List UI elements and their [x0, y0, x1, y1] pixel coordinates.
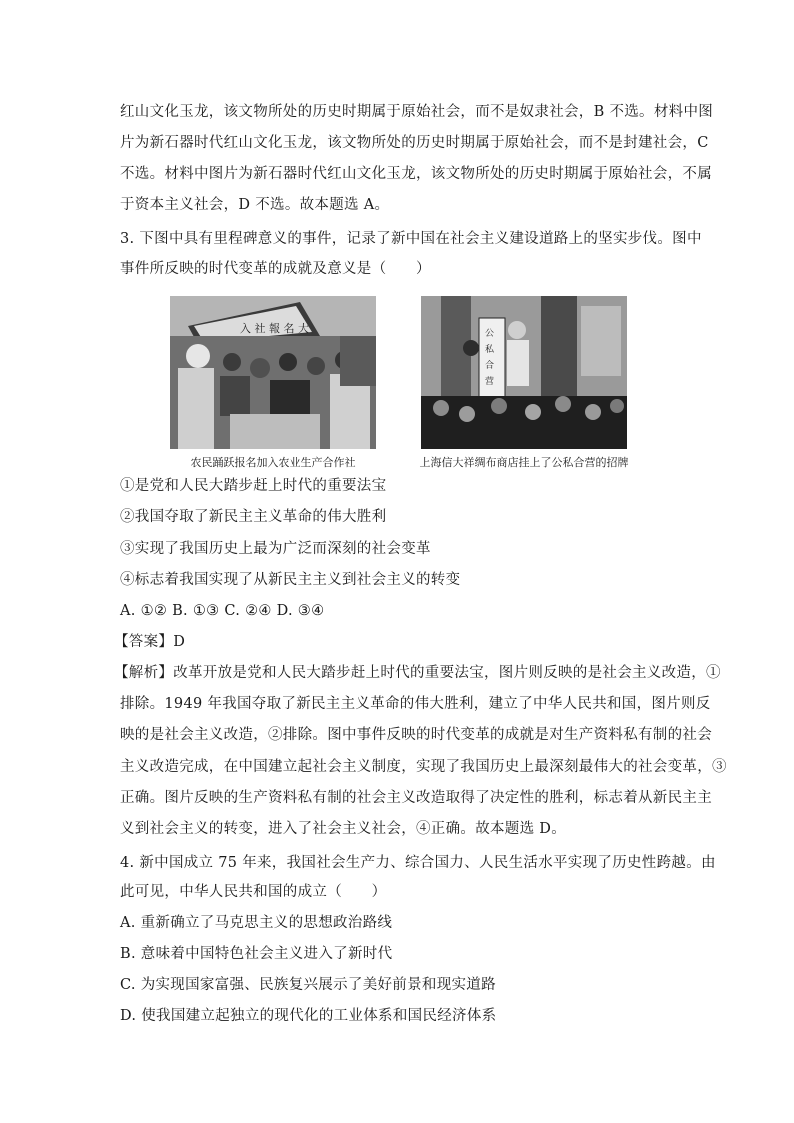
- q3-analysis-line-4: 主义改造完成，在中国建立起社会主义制度，实现了我国历史上最深刻最伟大的社会变革，③: [120, 759, 727, 775]
- q3-analysis-line-6: 义到社会主义的转变，进入了社会主义社会，④正确。故本题选 D。: [120, 821, 567, 837]
- q3-analysis-line-3: 映的是社会主义改造，②排除。图中事件反映的时代变革的成就是对生产资料私有制的社会: [120, 727, 712, 743]
- shop-signboard-photo: [421, 296, 627, 449]
- prev-answer-line-2: 片为新石器时代红山文化玉龙，该文物所处的历史时期属于原始社会，而不是封建社会，C: [120, 135, 709, 151]
- q3-stem-line-2: 事件所反映的时代变革的成就及意义是（ ）: [120, 261, 431, 277]
- q4-option-d: D. 使我国建立起独立的现代化的工业体系和国民经济体系: [120, 1008, 497, 1024]
- shop-signboard-caption: 上海信大祥绸布商店挂上了公私合营的招牌: [419, 456, 629, 469]
- shop-signboard-photo-icon: [421, 296, 627, 449]
- svg-text:公: 公: [485, 329, 495, 339]
- q3-statement-3: ③实现了我国历史上最为广泛而深刻的社会变革: [120, 541, 431, 557]
- q3-statement-1: ①是党和人民大踏步赶上时代的重要法宝: [120, 478, 387, 494]
- svg-text:合: 合: [485, 361, 495, 371]
- q4-option-b: B. 意味着中国特色社会主义进入了新时代: [120, 946, 393, 962]
- q4-option-c: C. 为实现国家富强、民族复兴展示了美好前景和现实道路: [120, 977, 496, 993]
- svg-text:私: 私: [485, 345, 495, 355]
- svg-text:营: 营: [485, 377, 495, 387]
- q4-stem-line-2: 此可见，中华人民共和国的成立（ ）: [120, 884, 387, 900]
- farmers-cooperative-caption: 农民踊跃报名加入农业生产合作社: [190, 456, 356, 469]
- q3-options: A. ①② B. ①③ C. ②④ D. ③④: [120, 603, 325, 619]
- q3-analysis-line-1: 【解析】改革开放是党和人民大踏步赶上时代的重要法宝，图片则反映的是社会主义改造，①: [114, 665, 721, 681]
- q4-stem-line-1: 4. 新中国成立 75 年来，我国社会生产力、综合国力、人民生活水平实现了历史性跨越。由: [120, 855, 716, 871]
- farmers-cooperative-photo-icon: [170, 296, 376, 449]
- prev-answer-line-1: 红山文化玉龙，该文物所处的历史时期属于原始社会，而不是奴隶社会，B 不选。材料中图: [120, 104, 714, 120]
- prev-answer-line-4: 于资本主义社会，D 不选。故本题选 A。: [120, 197, 390, 213]
- q3-answer: 【答案】D: [114, 634, 186, 650]
- svg-text:入 社 報 名 大: 入 社 報 名 大: [240, 322, 309, 335]
- prev-answer-line-3: 不选。材料中图片为新石器时代红山文化玉龙，该文物所处的历史时期属于原始社会，不属: [120, 166, 712, 182]
- q3-analysis-line-2: 排除。1949 年我国夺取了新民主主义革命的伟大胜利，建立了中华人民共和国，图片则反: [120, 696, 711, 712]
- q3-stem-line-1: 3. 下图中具有里程碑意义的事件，记录了新中国在社会主义建设道路上的坚实步伐。图中: [120, 231, 702, 247]
- q3-analysis-line-5: 正确。图片反映的生产资料私有制的社会主义改造取得了决定性的胜利，标志着从新民主主: [120, 790, 712, 806]
- q3-statement-2: ②我国夺取了新民主主义革命的伟大胜利: [120, 509, 387, 525]
- q3-statement-4: ④标志着我国实现了从新民主主义到社会主义的转变: [120, 572, 461, 588]
- farmers-cooperative-photo: [170, 296, 376, 449]
- q4-option-a: A. 重新确立了马克思主义的思想政治路线: [120, 915, 393, 931]
